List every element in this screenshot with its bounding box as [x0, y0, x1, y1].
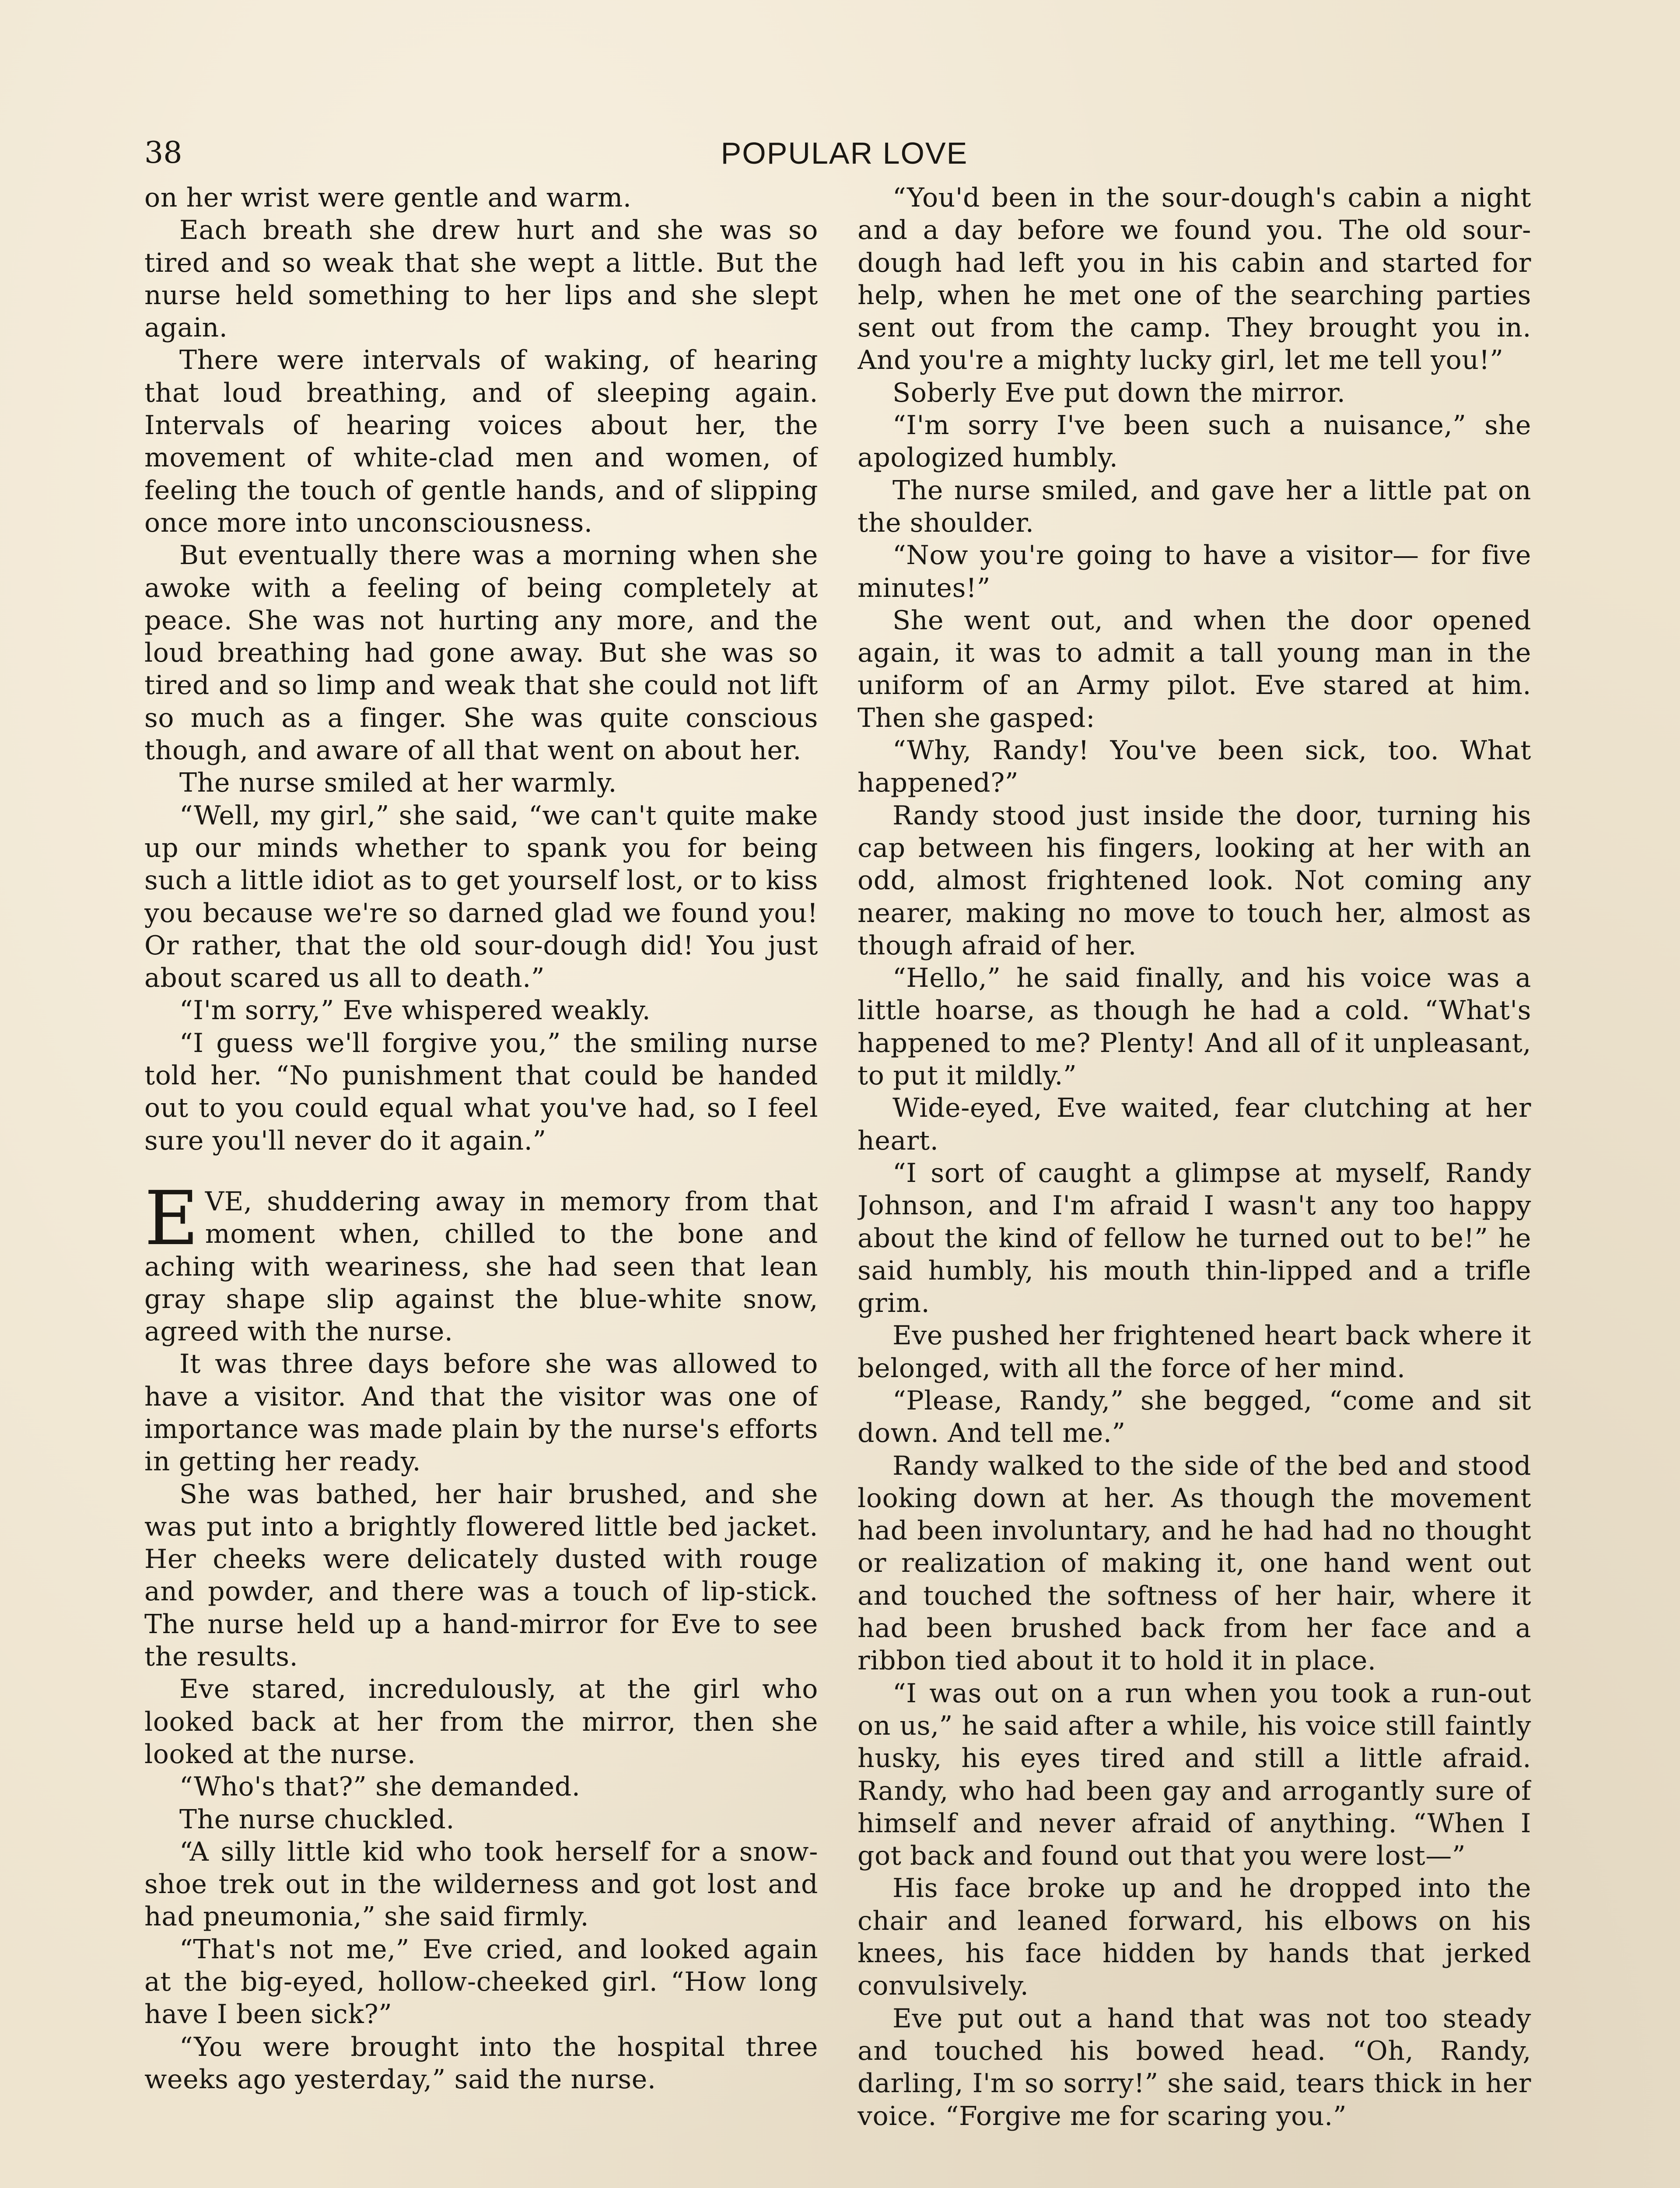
paragraph: “I'm sorry,” Eve whispered weakly.: [179, 995, 651, 1026]
paragraph: She went out, and when the door opened again, it was to admit a tall young man in the uniform of an Army pilot. Eve stared at him. Then she gasped:: [858, 605, 1531, 733]
paragraph: “I was out on a run when you took a run-out on us,” he said after a while, his voice still faintly husky, his eyes tired and still a little afraid. Randy, who had been gay and arrogantly sure of himself and never afraid of anything. “When I got back and found out that you were lost—”: [858, 1678, 1531, 1872]
paragraph: Randy stood just inside the door, turning his cap between his fingers, looking at her with an odd, almost frightened look. Not coming any nearer, making no move to touch her, almost as though afraid of her.: [858, 800, 1531, 961]
dropcap-paragraph: [144, 1175, 818, 1348]
paragraph: Eve stared, incredulously, at the girl who looked back at her from the mirror, then she looked at the nurse.: [144, 1674, 818, 1770]
paragraph: on her wrist were gentle and warm.: [144, 182, 632, 213]
paragraph: There were intervals of waking, of hearing that loud breathing, and of sleeping again. Intervals of hearing voices about her, the movement of white-clad men and women, of feeling the touch of gentle hands, and of slipping once more into unconsciousness.: [144, 345, 818, 538]
paragraph: She was bathed, her hair brushed, and she was put into a brightly flowered little bed jacket. Her cheeks were delicately dusted with rouge and powder, and there was a touch of lip-stick. The nurse held up a hand-mirror for Eve to see the results.: [144, 1479, 818, 1673]
paragraph: His face broke up and he dropped into the chair and leaned forward, his elbows on his knees, his face hidden by hands that jerked convulsively.: [858, 1873, 1531, 2002]
paragraph: “I sort of caught a glimpse at myself, Randy Johnson, and I'm afraid I wasn't any too happy about the kind of fellow he turned out to be!” he said humbly, his mouth thin-lipped and a trifle grim.: [858, 1157, 1531, 1319]
page-number: 38: [144, 136, 182, 170]
running-head: POPULAR LOVE: [721, 136, 968, 170]
paragraph: The nurse smiled at her warmly.: [179, 768, 617, 799]
left-column: [144, 182, 818, 2188]
dropcap-paragraph-text: VE, shuddering away in memory from that moment when, chilled to the bone and aching with weariness, she had seen that lean gray shape slip against the blue-white snow, agreed with the nurse.: [144, 1186, 818, 1347]
paragraph: “A silly little kid who took herself for a snow-shoe trek out in the wilderness and got lost and had pneumonia,” she said firmly.: [144, 1836, 818, 1932]
paragraph: It was three days before she was allowed to have a visitor. And that the visitor was one of importance was made plain by the nurse's efforts in getting her ready.: [144, 1349, 818, 1477]
paragraph: “Hello,” he said finally, and his voice was a little hoarse, as though he had a cold. “What's happened to me? Plenty! And all of it unpleasant, to put it mildly.”: [858, 963, 1531, 1091]
paragraph: Eve pushed her frightened heart back where it belonged, with all the force of her mind.: [858, 1320, 1531, 1384]
paragraph: “That's not me,” Eve cried, and looked again at the big-eyed, hollow-cheeked girl. “How long have I been sick?”: [144, 1934, 818, 2030]
paragraph: But eventually there was a morning when she awoke with a feeling of being completely at peace. She was not hurting any more, and the loud breathing had gone away. But she was so tired and so limp and weak that she could not lift so much as a finger. She was quite conscious though, and aware of all that went on about her.: [144, 540, 818, 766]
paragraph: “Please, Randy,” she begged, “come and sit down. And tell me.”: [858, 1385, 1531, 1449]
paragraph: The nurse chuckled.: [179, 1804, 455, 1835]
paragraph: Eve put out a hand that was not too steady and touched his bowed head. “Oh, Randy, darling, I'm so sorry!” she said, tears thick in her voice. “Forgive me for scaring you.”: [858, 2003, 1531, 2132]
paragraph: “You were brought into the hospital three weeks ago yesterday,” said the nurse.: [144, 2031, 818, 2095]
paragraph: “Now you're going to have a visitor— for five minutes!”: [858, 540, 1531, 603]
paragraph: Each breath she drew hurt and she was so tired and so weak that she wept a little. But the nurse held something to her lips and she slept again.: [144, 215, 818, 344]
paragraph: “Why, Randy! You've been sick, too. What happened?”: [858, 735, 1531, 799]
page-header: [144, 131, 1544, 175]
paragraph: “I guess we'll forgive you,” the smiling nurse told her. “No punishment that could be handed out to you could equal what you've had, so I feel sure you'll never do it again.”: [144, 1027, 818, 1156]
paragraph: “Well, my girl,” she said, “we can't quite make up our minds whether to spank you for being such a little idiot as to get yourself lost, or to kiss you because we're so darned glad we found you! Or rather, that the old sour-dough did! You just about scared us all to death.”: [144, 800, 818, 994]
paragraph: “Who's that?” she demanded.: [179, 1771, 581, 1802]
right-column: [858, 182, 1531, 2188]
paragraph: Soberly Eve put down the mirror.: [892, 377, 1346, 408]
paragraph: The nurse smiled, and gave her a little pat on the shoulder.: [858, 475, 1531, 538]
paragraph: Randy walked to the side of the bed and stood looking down at her. As though the movement had been involuntary, and he had had no thought or realization of making it, one hand went out and touched the softness of her hair, where it had been brushed back from her face and a ribbon tied about it to hold it in place.: [858, 1450, 1531, 1676]
paragraph: “You'd been in the sour-dough's cabin a night and a day before we found you. The old sour-dough had left you in his cabin and started for help, when he met one of the searching parties sent out from the camp. They brought you in. And you're a mighty lucky girl, let me tell you!”: [858, 182, 1531, 376]
paragraph: “I'm sorry I've been such a nuisance,” she apologized humbly.: [858, 410, 1531, 473]
paragraph: Wide-eyed, Eve waited, fear clutching at her heart.: [858, 1093, 1531, 1156]
section-break: [144, 1157, 818, 1185]
drop-cap: E: [144, 1175, 199, 1262]
